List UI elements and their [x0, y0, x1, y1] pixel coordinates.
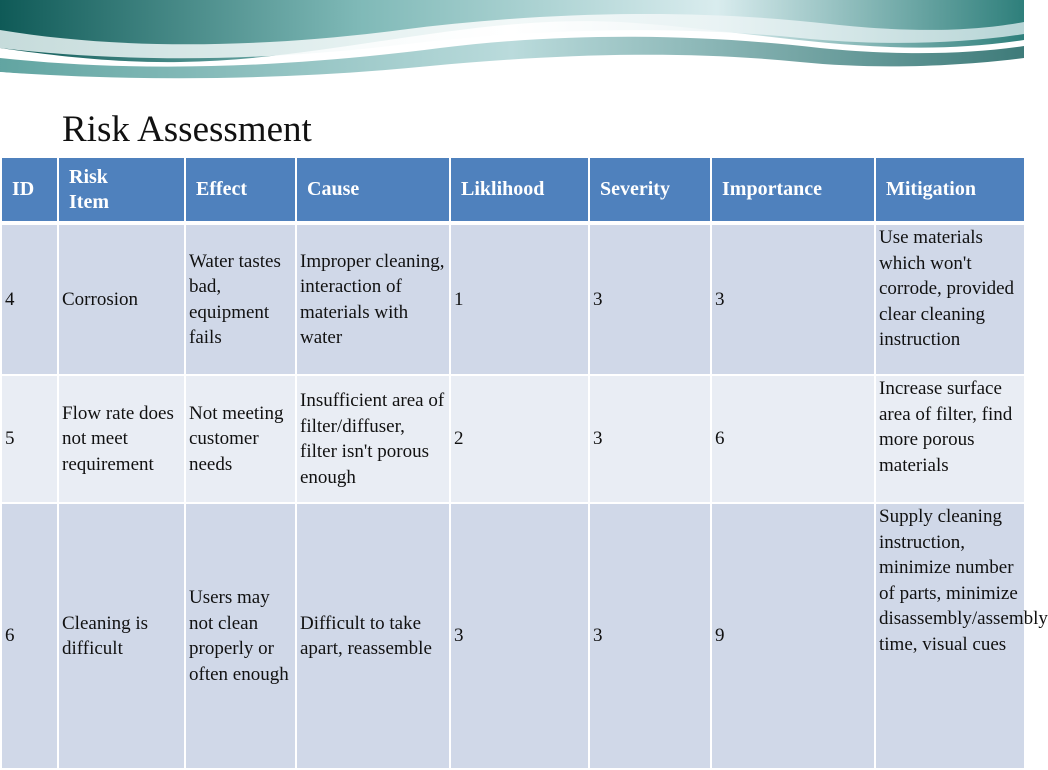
- header-risk-item: [58, 157, 185, 223]
- cell-likelihood: 2: [450, 375, 589, 503]
- cell-cause: Improper cleaning, interaction of materials with water: [296, 223, 450, 375]
- cell-effect: Users may not clean properly or often enough: [185, 503, 296, 769]
- table-row: [1, 375, 1025, 503]
- slide-title: Risk Assessment: [62, 109, 312, 150]
- cell-mitigation: Use materials which won't corrode, provided clear cleaning instruction: [875, 223, 1025, 375]
- cell-risk-item: Corrosion: [58, 223, 185, 375]
- cell-importance: 3: [711, 223, 875, 375]
- cell-id: 5: [1, 375, 58, 503]
- table-header-row: [1, 157, 1025, 223]
- cell-mitigation: Increase surface area of filter, find more porous materials: [875, 375, 1025, 503]
- cell-severity: 3: [589, 503, 711, 769]
- cell-effect: Water tastes bad, equipment fails: [185, 223, 296, 375]
- header-effect: Effect: [185, 157, 296, 223]
- cell-importance: 9: [711, 503, 875, 769]
- table-row: [1, 223, 1025, 375]
- cell-id: 4: [1, 223, 58, 375]
- header-id: ID: [1, 157, 58, 223]
- header-mitigation: Mitigation: [875, 157, 1025, 223]
- cell-importance: 6: [711, 375, 875, 503]
- cell-risk-item: Cleaning is difficult: [58, 503, 185, 769]
- header-severity: Severity: [589, 157, 711, 223]
- header-wave-decoration: [0, 0, 1024, 90]
- cell-severity: 3: [589, 375, 711, 503]
- header-risk-item-line1: Risk: [69, 165, 108, 188]
- cell-cause: Difficult to take apart, reassemble: [296, 503, 450, 769]
- risk-assessment-table: [0, 156, 1048, 770]
- header-likelihood: Liklihood: [450, 157, 589, 223]
- cell-id: 6: [1, 503, 58, 769]
- header-importance: Importance: [711, 157, 875, 223]
- cell-mitigation: Supply cleaning instruction, minimize number of parts, minimize disassembly/assembly time, visual cues: [875, 503, 1025, 769]
- table-row: [1, 503, 1025, 769]
- cell-likelihood: 1: [450, 223, 589, 375]
- cell-severity: 3: [589, 223, 711, 375]
- cell-likelihood: 3: [450, 503, 589, 769]
- cell-risk-item: Flow rate does not meet requirement: [58, 375, 185, 503]
- cell-cause: Insufficient area of filter/diffuser, filter isn't porous enough: [296, 375, 450, 503]
- cell-effect: Not meeting customer needs: [185, 375, 296, 503]
- header-cause: Cause: [296, 157, 450, 223]
- header-risk-item-line2: Item: [69, 190, 109, 213]
